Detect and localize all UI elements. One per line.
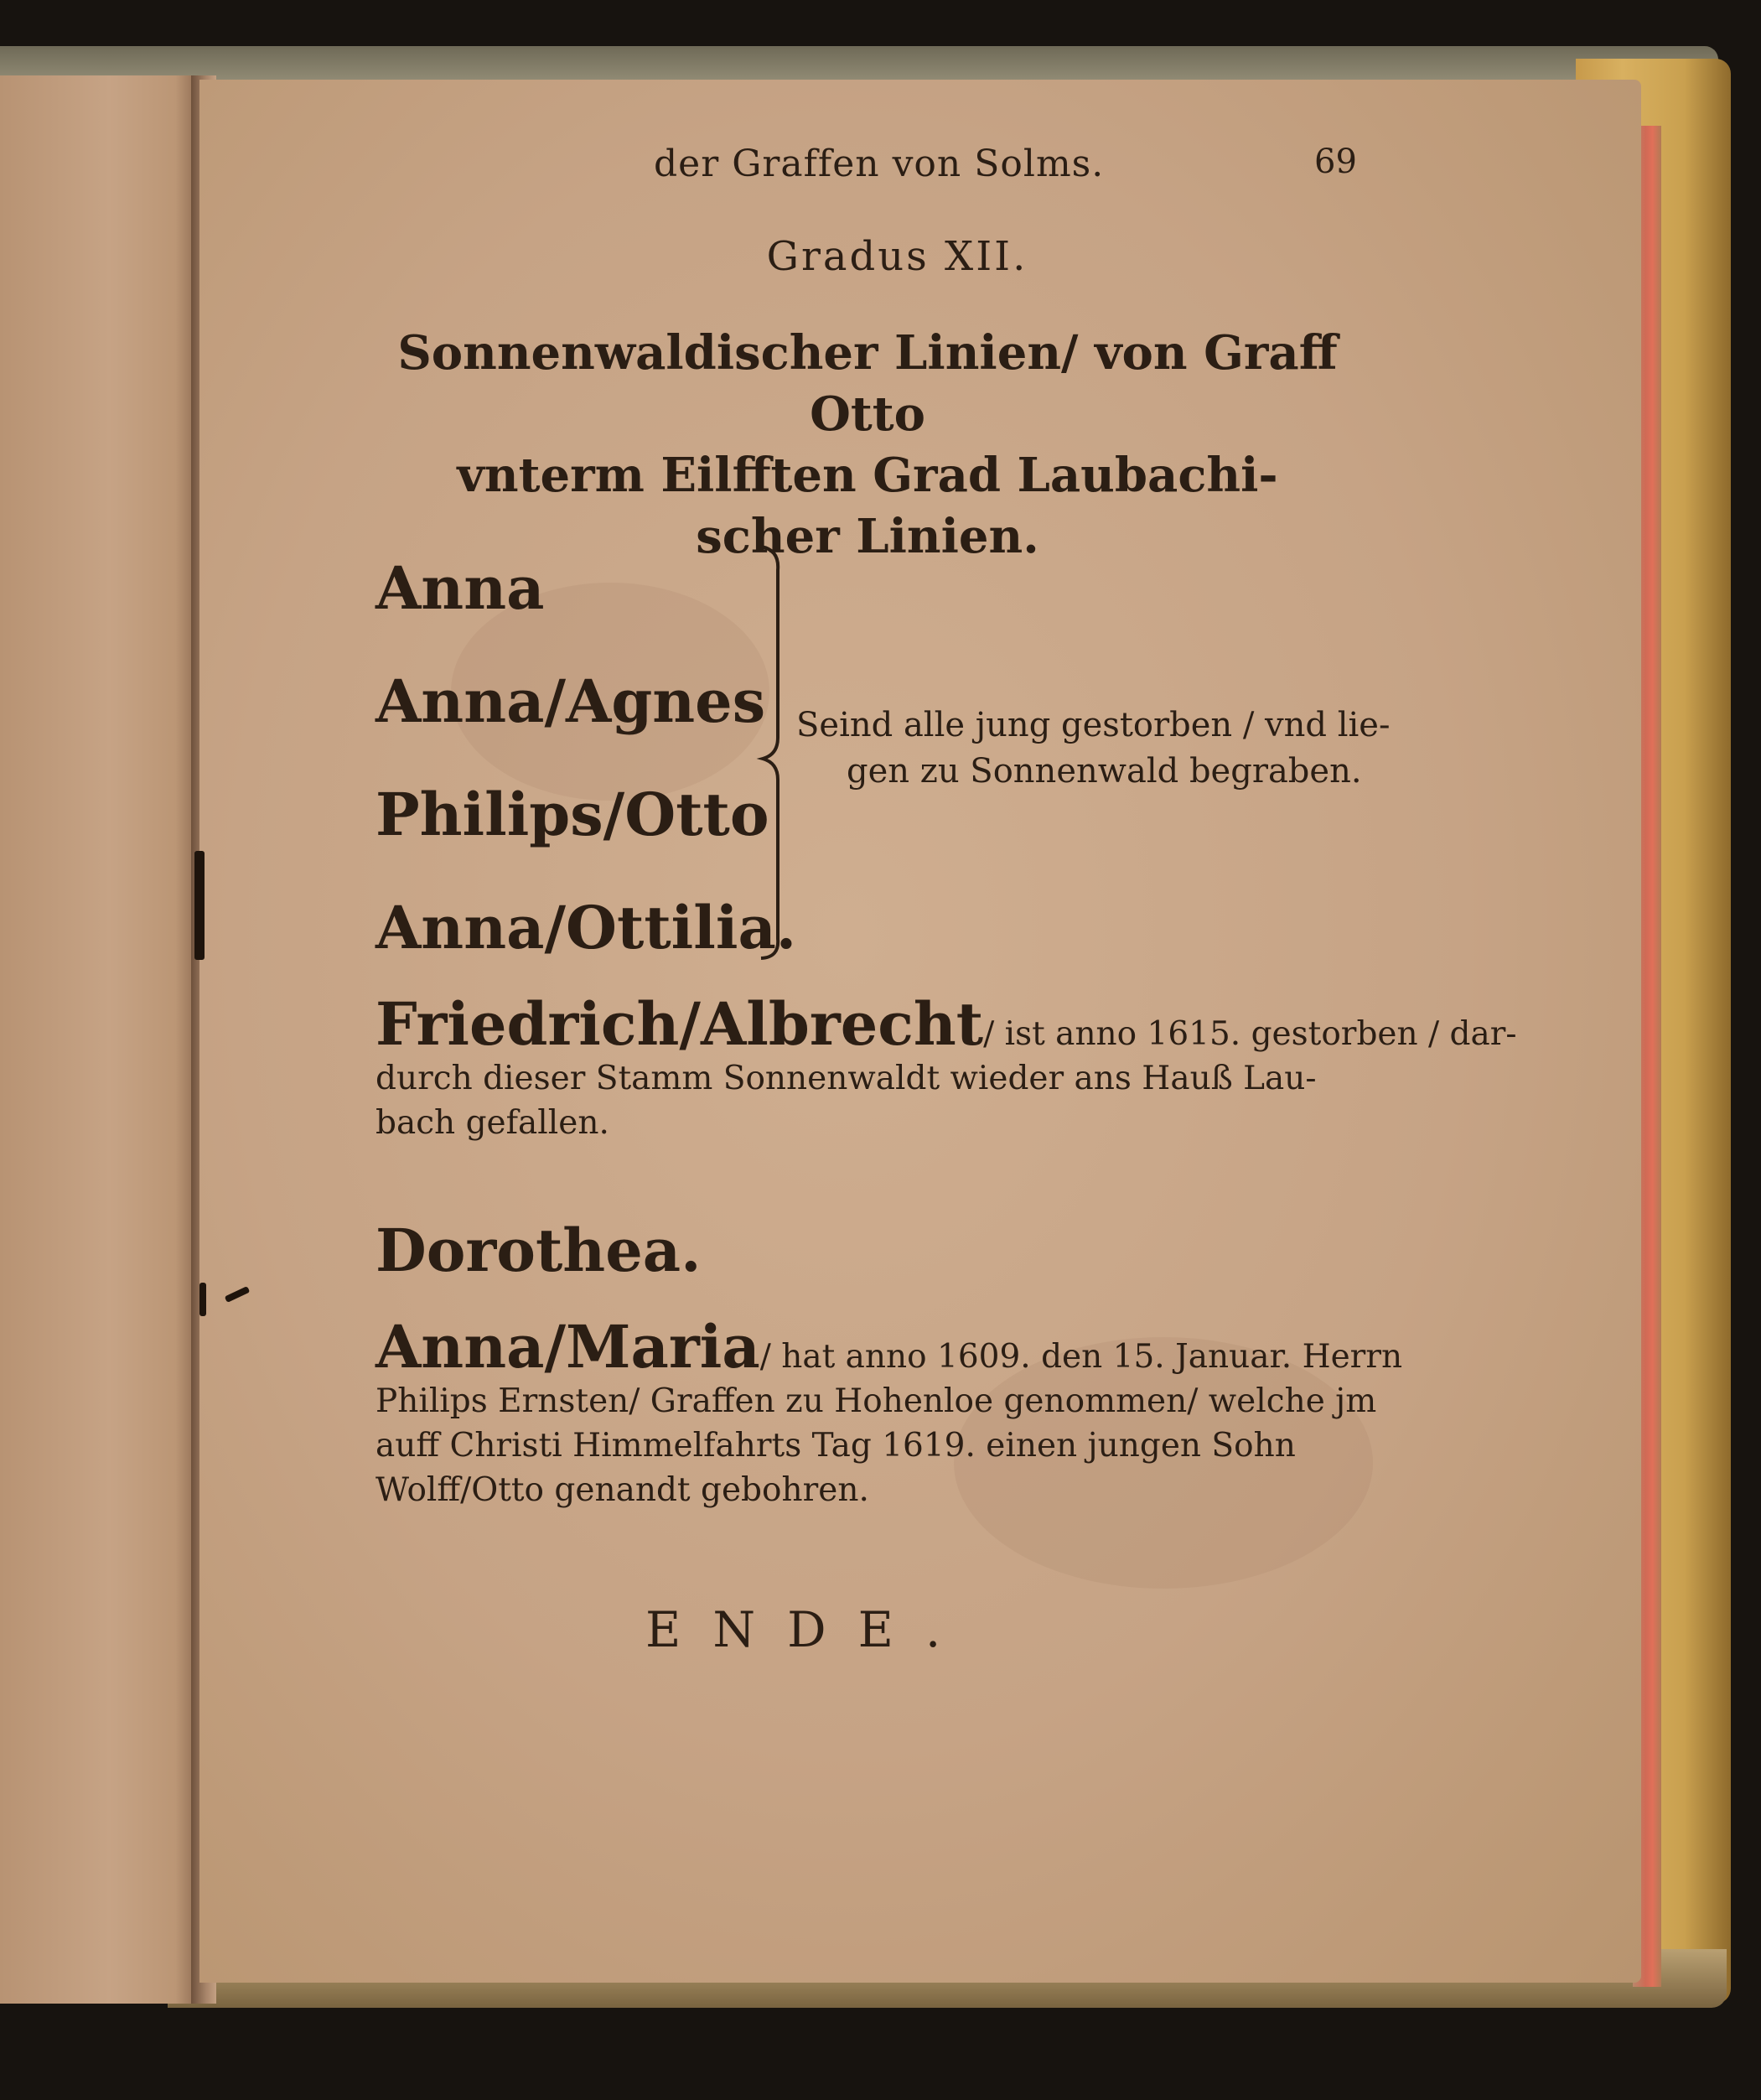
spine-stitch-mark bbox=[199, 1283, 206, 1316]
heading-line: scher Linien. bbox=[696, 509, 1039, 564]
child-name-anna: Anna bbox=[376, 553, 545, 623]
child-name-philips-otto: Philips/Otto bbox=[376, 780, 769, 849]
entry-name: Anna/Maria bbox=[376, 1312, 760, 1382]
heading-line: Sonnenwaldischer Linien/ von Graff Otto bbox=[397, 325, 1338, 442]
entry-text-line: / ist anno 1615. gestorben / dar- bbox=[983, 1015, 1517, 1053]
section-heading bbox=[394, 323, 1341, 568]
brace-bracket bbox=[754, 545, 788, 960]
left-page-leaf bbox=[0, 75, 199, 2004]
entry-dorothea: Dorothea. bbox=[376, 1216, 702, 1285]
entry-text-line: auff Christi Himmelfahrts Tag 1619. einen jungen Sohn bbox=[376, 1427, 1296, 1465]
brace-note-line: gen zu Sonnenwald begraben. bbox=[847, 752, 1362, 791]
spine-stitch-mark bbox=[194, 851, 205, 960]
child-name-anna-ottilia: Anna/Ottilia. bbox=[376, 893, 797, 962]
child-name-anna-agnes: Anna/Agnes bbox=[376, 666, 766, 736]
entry-text-line: Wolff/Otto genandt gebohren. bbox=[376, 1471, 869, 1509]
brace-note-line: Seind alle jung gestorben / vnd lie- bbox=[796, 706, 1391, 744]
heading-line: vnterm Eilfften Grad Laubachi- bbox=[457, 448, 1278, 503]
entry-anna-maria bbox=[376, 1312, 1403, 1512]
running-head: der Graffen von Solms. bbox=[654, 143, 1105, 185]
entry-name: Friedrich/Albrecht bbox=[376, 989, 984, 1059]
entry-friedrich-albrecht bbox=[376, 989, 1517, 1145]
entry-text-line: bach gefallen. bbox=[376, 1104, 609, 1142]
brace-note bbox=[796, 703, 1391, 795]
entry-text-line: Philips Ernsten/ Graffen zu Hohenloe genommen/ welche jm bbox=[376, 1382, 1377, 1420]
ende-mark: ENDE. bbox=[645, 1601, 973, 1658]
entry-text-line: / hat anno 1609. den 15. Januar. Herrn bbox=[759, 1338, 1403, 1376]
entry-text-line: durch dieser Stamm Sonnenwaldt wieder ans Hauß Lau- bbox=[376, 1060, 1317, 1097]
gradus-title: Gradus XII. bbox=[766, 233, 1028, 280]
page-number: 69 bbox=[1314, 143, 1357, 181]
